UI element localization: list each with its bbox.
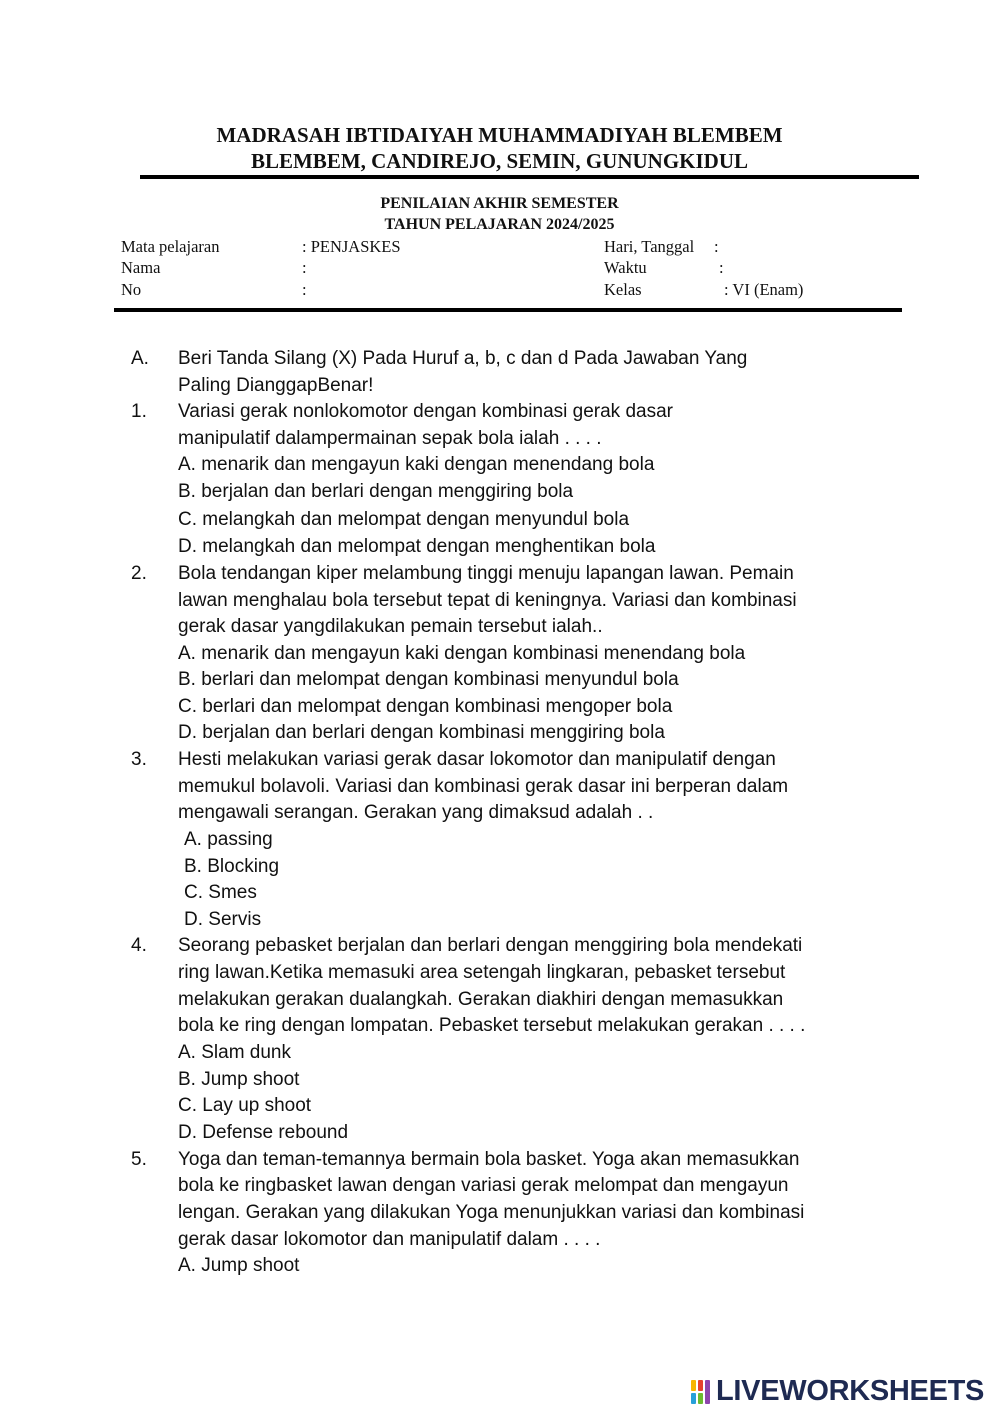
name-value: : — [302, 258, 307, 277]
no-label: No — [121, 280, 142, 299]
question-text-line: Seorang pebasket berjalan dan berlari dengan menggiring bola mendekati — [178, 935, 803, 956]
question-number: 5. — [131, 1149, 147, 1170]
time-value: : — [719, 258, 724, 277]
answer-option[interactable]: B. Blocking — [184, 856, 280, 877]
answer-option[interactable]: B. berjalan dan berlari dengan menggiring bola — [178, 481, 574, 502]
question-text-line: manipulatif dalampermainan sepak bola ialah . . . . — [178, 428, 602, 449]
day-value: : — [714, 237, 719, 256]
question-text-line: Bola tendangan kiper melambung tinggi menuju lapangan lawan. Pemain — [178, 563, 794, 584]
question-text-line: memukul bolavoli. Variasi dan kombinasi gerak dasar ini berperan dalam — [178, 776, 789, 797]
day-label: Hari, Tanggal — [604, 237, 695, 256]
exam-title: PENILAIAN AKHIR SEMESTER — [380, 195, 619, 212]
question-text-line: Hesti melakukan variasi gerak dasar lokomotor dan manipulatif dengan — [178, 749, 776, 770]
answer-option[interactable]: D. melangkah dan melompat dengan menghentikan bola — [178, 536, 656, 557]
liveworksheets-logo — [690, 1375, 984, 1408]
answer-option[interactable]: C. Lay up shoot — [178, 1095, 312, 1116]
answer-option[interactable]: A. menarik dan mengayun kaki dengan kombinasi menendang bola — [178, 643, 746, 664]
answer-option[interactable]: D. Defense rebound — [178, 1122, 349, 1143]
question-number: 3. — [131, 749, 147, 770]
section-instruction-line: Beri Tanda Silang (X) Pada Huruf a, b, c dan d Pada Jawaban Yang — [178, 348, 748, 369]
section-instruction-line: Paling DianggapBenar! — [178, 375, 374, 396]
time-label: Waktu — [604, 258, 647, 277]
question-text-line: ring lawan.Ketika memasuki area setengah lingkaran, pebasket tersebut — [178, 962, 786, 983]
answer-option[interactable]: B. Jump shoot — [178, 1069, 300, 1090]
question-text-line: bola ke ring dengan lompatan. Pebasket tersebut melakukan gerakan . . . . — [178, 1015, 806, 1036]
answer-option[interactable]: A. passing — [184, 829, 273, 850]
question-text-line: lawan menghalau bola tersebut tepat di keningnya. Variasi dan kombinasi — [178, 590, 797, 611]
question-number: 1. — [131, 401, 147, 422]
question-text-line: Variasi gerak nonlokomotor dengan kombinasi gerak dasar — [178, 401, 673, 422]
answer-option[interactable]: C. Smes — [184, 882, 257, 903]
answer-option[interactable]: A. Jump shoot — [178, 1255, 300, 1276]
answer-option[interactable]: B. berlari dan melompat dengan kombinasi menyundul bola — [178, 669, 679, 690]
school-name: MADRASAH IBTIDAIYAH MUHAMMADIYAH BLEMBEM — [216, 123, 783, 147]
answer-option[interactable]: C. melangkah dan melompat dengan menyundul bola — [178, 509, 630, 530]
exam-year: TAHUN PELAJARAN 2024/2025 — [384, 216, 615, 233]
answer-option[interactable]: A. menarik dan mengayun kaki dengan menendang bola — [178, 454, 655, 475]
liveworksheets-wordmark: LIVEWORKSHEETS — [716, 1375, 985, 1407]
question-text-line: Yoga dan teman-temannya bermain bola basket. Yoga akan memasukkan — [178, 1149, 800, 1170]
question-number: 2. — [131, 563, 147, 584]
liveworksheets-mark-icon — [690, 1379, 714, 1405]
question-text-line: gerak dasar yangdilakukan pemain tersebut ialah.. — [178, 616, 603, 637]
answer-option[interactable]: D. berjalan dan berlari dengan kombinasi menggiring bola — [178, 722, 665, 743]
answer-option[interactable]: A. Slam dunk — [178, 1042, 291, 1063]
school-address: BLEMBEM, CANDIREJO, SEMIN, GUNUNGKIDUL — [250, 149, 749, 173]
question-text-line: melakukan gerakan dualangkah. Gerakan diakhiri dengan memasukkan — [178, 989, 784, 1010]
question-number: 4. — [131, 935, 147, 956]
subject-value: : PENJASKES — [302, 237, 401, 256]
question-text-line: gerak dasar lokomotor dan manipulatif dalam . . . . — [178, 1229, 601, 1250]
class-value: : VI (Enam) — [724, 280, 804, 299]
answer-option[interactable]: C. berlari dan melompat dengan kombinasi mengoper bola — [178, 696, 673, 717]
question-text-line: bola ke ringbasket lawan dengan variasi gerak melompat dan mengayun — [178, 1175, 789, 1196]
name-label: Nama — [121, 258, 161, 277]
info-divider — [114, 308, 902, 312]
class-label: Kelas — [604, 280, 642, 299]
answer-option[interactable]: D. Servis — [184, 909, 262, 930]
no-value: : — [302, 280, 307, 299]
subject-label: Mata pelajaran — [121, 237, 220, 256]
section-letter: A. — [131, 348, 149, 369]
question-text-line: lengan. Gerakan yang dilakukan Yoga menunjukkan variasi dan kombinasi — [178, 1202, 805, 1223]
question-text-line: mengawali serangan. Gerakan yang dimaksud adalah . . — [178, 802, 654, 823]
header-divider — [140, 175, 919, 179]
